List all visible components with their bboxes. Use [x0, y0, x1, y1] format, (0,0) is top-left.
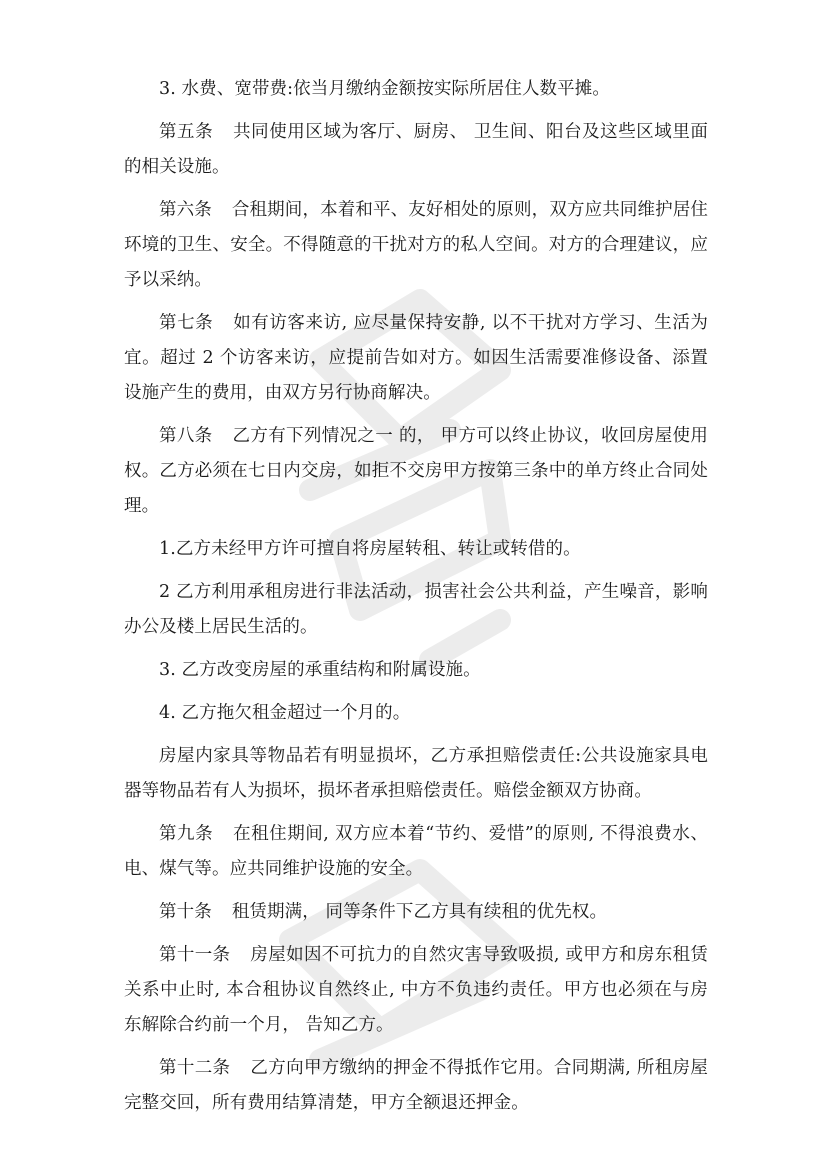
article-12: [124, 1051, 708, 1121]
paragraph-text: 租赁期满， 同等条件下乙方具有续租的优先权。: [231, 902, 608, 922]
paragraph-text: 房屋如因不可抗力的自然灾害导致吸损, 或甲方和房东租赁关系中止时, 本合租协议自然终止, 中方不负违约责任。甲方也必须在与房东解除合约前一个月， 告知乙方。: [124, 945, 708, 1035]
paragraph-text: 3. 水费、宽带费:依当月缴纳金额按实际所居住人数平摊。: [159, 79, 610, 99]
paragraph-text: 房屋内家具等物品若有明显损坏，乙方承担赔偿责任:公共设施家具电器等物品若有人为损坏，损坏者承担赔偿责任。赔偿金额双方协商。: [124, 746, 708, 801]
article-5: [124, 115, 708, 185]
paragraph-item-3-water: [124, 72, 708, 107]
paragraph-text: 合租期间，本着和平、友好相处的原则，双方应共同维护居住环境的卫生、安全。不得随意的干扰对方的私人空间。对方的合理建议，应予以采纳。: [124, 200, 708, 290]
list-item-4: [124, 696, 708, 731]
article-10: [124, 895, 708, 930]
article-6: [124, 193, 708, 298]
article-number: 第六条: [159, 200, 212, 220]
paragraph-text: 3. 乙方改变房屋的承重结构和附属设施。: [159, 660, 481, 680]
paragraph-text: 2 乙方利用承租房进行非法活动，损害社会公共利益，产生噪音，影响办公及楼上居民生活的。: [124, 582, 708, 637]
article-number: 第十条: [159, 902, 212, 922]
furniture-damage-clause: [124, 739, 708, 809]
paragraph-text: 共同使用区域为客厅、厨房、 卫生间、阳台及这些区域里面的相关设施。: [124, 122, 708, 177]
paragraph-text: 1.乙方未经甲方许可擅自将房屋转租、转让或转借的。: [159, 539, 581, 559]
article-11: [124, 938, 708, 1043]
paragraph-text: 在租住期间, 双方应本着“节约、爱惜”的原则, 不得浪费水、电、煤气等。应共同维护设施的安全。: [124, 824, 708, 879]
paragraph-text: 乙方向甲方缴纳的押金不得抵作它用。合同期满, 所租房屋完整交回，所有费用结算清楚，甲方全额退还押金。: [124, 1058, 708, 1113]
list-item-3: [124, 653, 708, 688]
article-7: [124, 306, 708, 411]
article-number: 第七条: [159, 313, 214, 333]
paragraph-text: 乙方有下列情况之一 的， 甲方可以终止协议，收回房屋使用权。乙方必须在七日内交房，如拒不交房甲方按第三条中的单方终止合同处理。: [124, 426, 708, 516]
document-body: [124, 72, 708, 1129]
article-8: [124, 419, 708, 524]
article-number: 第五条: [159, 122, 214, 142]
article-9: [124, 817, 708, 887]
article-number: 第九条: [159, 824, 214, 844]
article-number: 第十二条: [159, 1058, 231, 1078]
paragraph-text: 4. 乙方拖欠租金超过一个月的。: [159, 703, 411, 723]
list-item-1: [124, 532, 708, 567]
article-number: 第十一条: [159, 945, 231, 965]
list-item-2: [124, 575, 708, 645]
article-number: 第八条: [159, 426, 213, 446]
paragraph-text: 如有访客来访, 应尽量保持安静, 以不干扰对方学习、生活为宜。超过 2 个访客来访，应提前告如对方。如因生活需要准修设备、添置设施产生的费用，由双方另行协商解决。: [124, 313, 708, 403]
